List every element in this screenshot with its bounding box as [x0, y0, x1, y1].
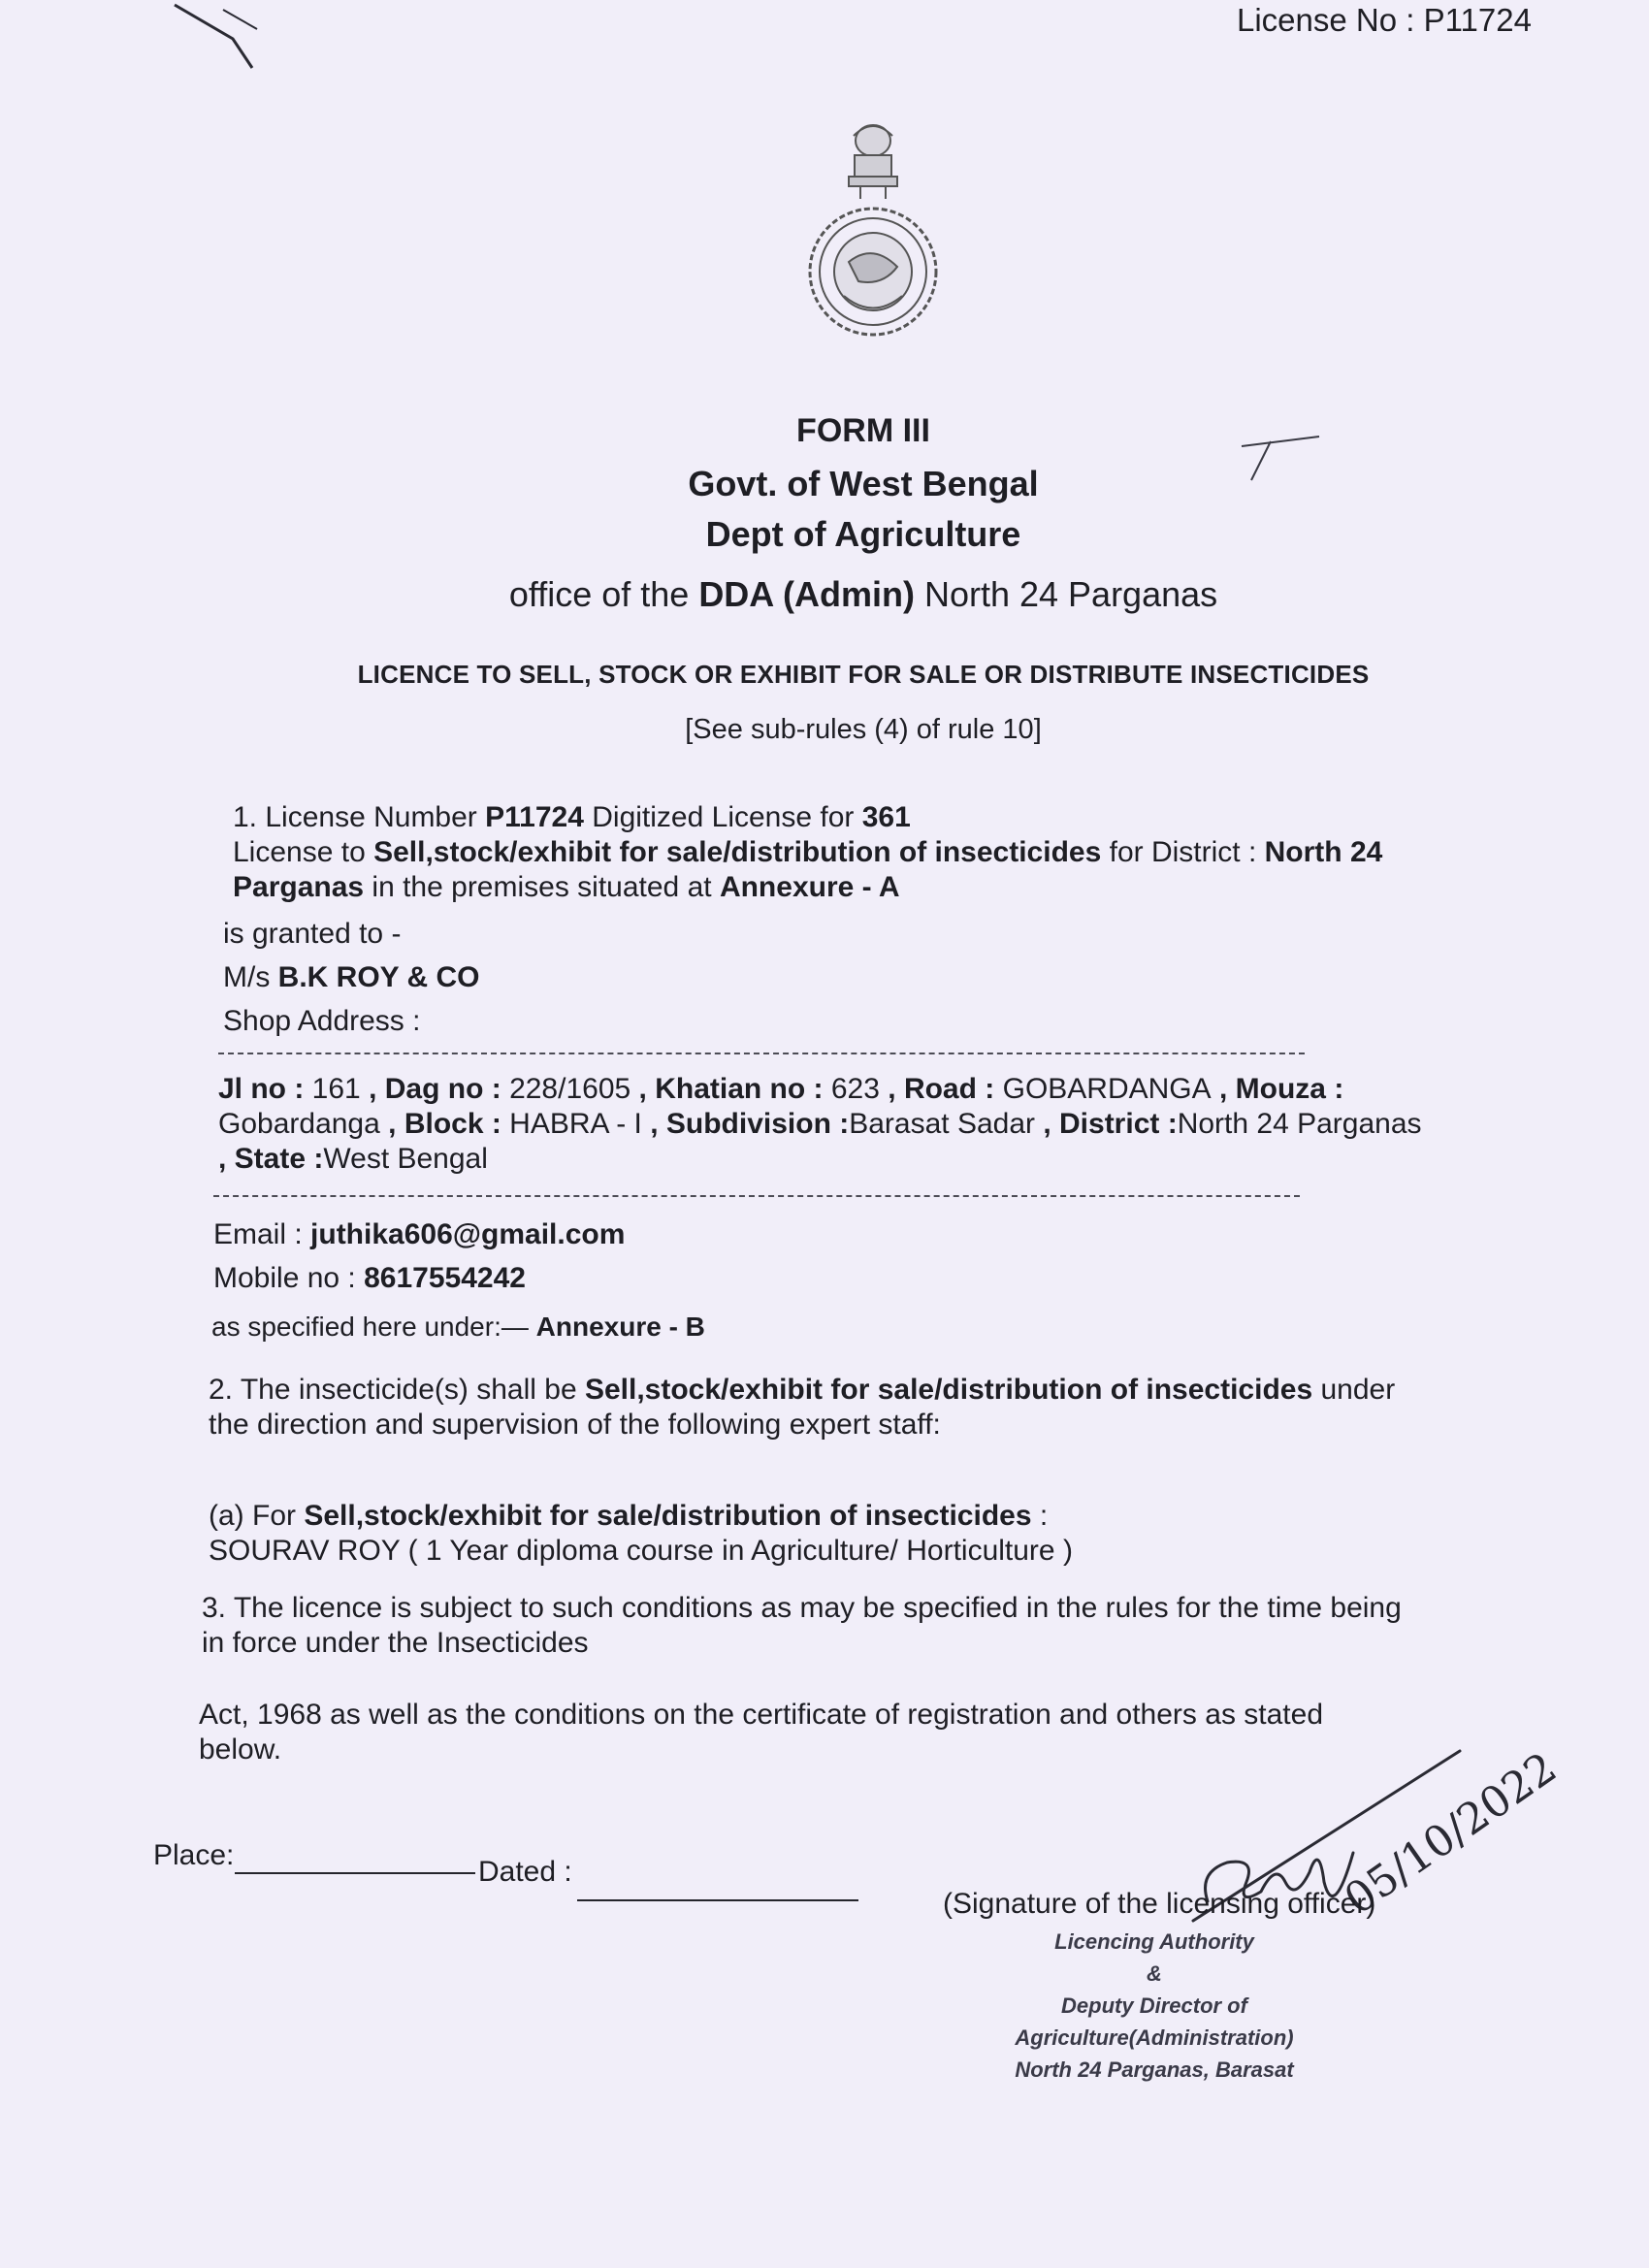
address-line3: , State :West Bengal [218, 1143, 488, 1175]
form-title: FORM III [796, 412, 930, 449]
annexure-b-line: as specified here under:— Annexure - B [211, 1312, 705, 1342]
section3-line1: 3. The licence is subject to such conditions as may be specified in the rules for the time being [202, 1592, 1402, 1624]
stray-mark-decoration [1232, 427, 1339, 485]
section1-line2: License to Sell,stock/exhibit for sale/distribution of insecticides for District : North 24 [233, 836, 1383, 868]
email-line: Email : juthika606@gmail.com [213, 1218, 626, 1250]
section-3 [202, 1591, 1463, 1661]
shop-address-label: Shop Address : [223, 1005, 421, 1037]
mobile-line: Mobile no : 8617554242 [213, 1262, 526, 1294]
section3-line4: below. [199, 1733, 282, 1766]
staff-line2: SOURAV ROY ( 1 Year diploma course in Agriculture/ Horticulture ) [209, 1535, 1073, 1567]
place-blank-line [235, 1872, 475, 1874]
licence-heading: LICENCE TO SELL, STOCK OR EXHIBIT FOR SALE OR DISTRIBUTE INSECTICIDES [357, 660, 1370, 689]
section3-line2: in force under the Insecticides [202, 1627, 589, 1659]
stamp-line3: Deputy Director of [1061, 1993, 1247, 2018]
dated-blank-line [577, 1899, 858, 1901]
stamp-line1: Licencing Authority [1054, 1929, 1254, 1954]
official-stamp [970, 1926, 1339, 2086]
stamp-line4: Agriculture(Administration) [1015, 2025, 1294, 2050]
expert-staff [209, 1499, 1460, 1569]
section2-line2: the direction and supervision of the following expert staff: [209, 1409, 941, 1441]
section1-line3: Parganas in the premises situated at Annexure - A [233, 871, 900, 903]
dated-label: Dated : [478, 1856, 572, 1888]
license-number-header: License No : P11724 [1237, 2, 1532, 38]
govt-title: Govt. of West Bengal [688, 464, 1039, 503]
dept-title: Dept of Agriculture [705, 514, 1021, 554]
section2-line1: 2. The insecticide(s) shall be Sell,stock/exhibit for sale/distribution of insecticides under [209, 1374, 1396, 1406]
shop-address-block [218, 1072, 1460, 1177]
staff-line1: (a) For Sell,stock/exhibit for sale/distribution of insecticides : [209, 1500, 1049, 1532]
address-line1: Jl no : 161 , Dag no : 228/1605 , Khatian no : 623 , Road : GOBARDANGA , Mouza : [218, 1073, 1344, 1105]
subrule-note: [See sub-rules (4) of rule 10] [685, 714, 1042, 745]
firm-name: M/s B.K ROY & CO [223, 961, 480, 993]
divider-top [218, 1053, 1305, 1054]
stamp-line5: North 24 Parganas, Barasat [1015, 2057, 1294, 2082]
divider-bottom [213, 1195, 1300, 1197]
section-1 [233, 800, 1445, 905]
pen-mark-decoration [165, 0, 291, 78]
svg-text:05/10/2022: 05/10/2022 [1336, 1742, 1567, 1926]
section-2 [209, 1373, 1460, 1442]
place-label: Place: [153, 1839, 235, 1871]
state-emblem-icon [791, 116, 955, 359]
section1-line1: 1. License Number P11724 Digitized License for 361 [233, 801, 911, 833]
section3-line3: Act, 1968 as well as the conditions on the certificate of registration and others as stated [199, 1699, 1323, 1731]
office-title: office of the DDA (Admin) North 24 Parganas [508, 574, 1218, 614]
stamp-line2: & [1147, 1961, 1162, 1986]
address-line2: Gobardanga , Block : HABRA - I , Subdivision :Barasat Sadar , District :North 24 Parganas [218, 1108, 1422, 1140]
granted-to: is granted to - [223, 918, 402, 950]
signature-caption: (Signature of the licensing officer) [943, 1888, 1376, 1920]
